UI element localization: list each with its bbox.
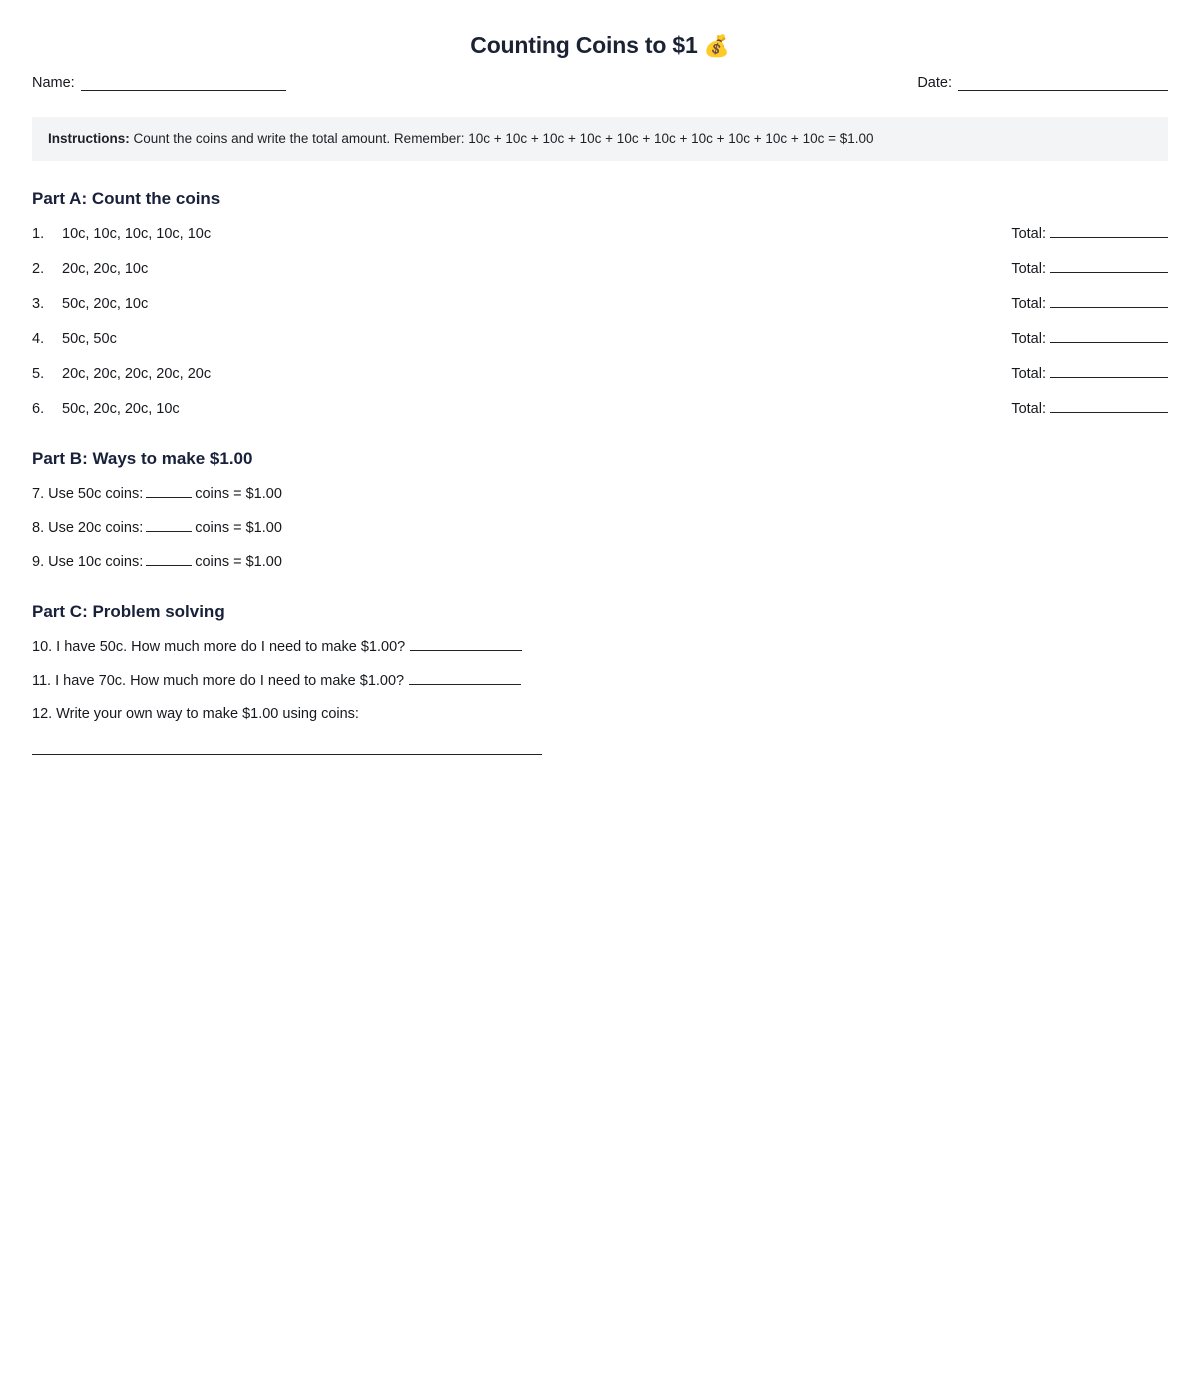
question-row <box>32 365 1168 382</box>
total-answer[interactable] <box>1011 295 1168 312</box>
part-c-text: 10. I have 50c. How much more do I need to make $1.00? <box>32 638 406 655</box>
date-label: Date: <box>917 75 952 91</box>
name-input-line[interactable] <box>81 77 286 91</box>
question-number: 5. <box>32 365 45 382</box>
instructions-label: Instructions: <box>48 131 130 146</box>
total-label: Total: <box>1011 330 1046 347</box>
part-a-heading: Part A: Count the coins <box>32 188 221 208</box>
question-number: 4. <box>32 330 45 347</box>
part-c-text: 11. I have 70c. How much more do I need to make $1.00? <box>32 672 405 689</box>
question-text: 50c, 20c, 20c, 10c <box>62 400 180 417</box>
question-number: 2. <box>32 260 45 277</box>
total-answer-line[interactable] <box>1050 225 1168 238</box>
total-answer-line[interactable] <box>1050 365 1168 378</box>
part-c-text: 12. Write your own way to make $1.00 using coins: <box>32 705 359 722</box>
date-field[interactable] <box>917 75 1168 91</box>
part-b-suffix: coins = $1.00 <box>195 519 282 536</box>
question-text: 20c, 20c, 20c, 20c, 20c <box>62 365 212 382</box>
part-b-heading: Part B: Ways to make $1.00 <box>32 448 253 468</box>
question-row <box>32 295 1168 312</box>
question-row <box>32 330 1168 347</box>
free-response-line[interactable] <box>32 736 542 755</box>
page-title <box>32 32 1168 59</box>
total-answer[interactable] <box>1011 225 1168 242</box>
part-c-answer-line[interactable] <box>410 638 522 651</box>
page-title-text: Counting Coins to $1 <box>470 32 698 58</box>
part-c-row <box>32 706 1168 722</box>
total-answer-line[interactable] <box>1050 260 1168 273</box>
part-c-answer-line[interactable] <box>409 672 521 685</box>
part-c-row <box>32 638 1168 655</box>
instructions-text: Count the coins and write the total amount. Remember: 10c + 10c + 10c + 10c + 10c + 10c + 10c + 10c + 10c + 10c = $1.00 <box>133 131 874 146</box>
part-b-prefix: 8. Use 20c coins: <box>32 519 144 536</box>
total-answer-line[interactable] <box>1050 330 1168 343</box>
part-b-suffix: coins = $1.00 <box>195 553 282 570</box>
part-b-section <box>32 449 1168 570</box>
total-answer[interactable] <box>1011 365 1168 382</box>
instructions-box <box>32 117 1168 161</box>
question-number: 3. <box>32 295 45 312</box>
total-answer[interactable] <box>1011 330 1168 347</box>
date-input-line[interactable] <box>958 77 1168 91</box>
total-answer-line[interactable] <box>1050 295 1168 308</box>
total-label: Total: <box>1011 400 1046 417</box>
question-text: 50c, 20c, 10c <box>62 295 149 312</box>
question-row <box>32 225 1168 242</box>
total-answer-line[interactable] <box>1050 400 1168 413</box>
part-b-row <box>32 553 1168 570</box>
part-b-answer-line[interactable] <box>146 485 192 498</box>
part-b-suffix: coins = $1.00 <box>195 485 282 502</box>
question-text: 20c, 20c, 10c <box>62 260 149 277</box>
total-label: Total: <box>1011 295 1046 312</box>
total-label: Total: <box>1011 365 1046 382</box>
name-field[interactable] <box>32 75 286 91</box>
question-row <box>32 400 1168 417</box>
question-row <box>32 260 1168 277</box>
money-bag-icon: 💰 <box>703 35 730 58</box>
part-b-row <box>32 519 1168 536</box>
total-answer[interactable] <box>1011 260 1168 277</box>
name-label: Name: <box>32 75 75 91</box>
question-number: 1. <box>32 225 45 242</box>
part-b-prefix: 9. Use 10c coins: <box>32 553 144 570</box>
total-answer[interactable] <box>1011 400 1168 417</box>
question-text: 10c, 10c, 10c, 10c, 10c <box>62 225 212 242</box>
name-date-row <box>32 75 1168 91</box>
part-b-prefix: 7. Use 50c coins: <box>32 485 144 502</box>
part-c-row <box>32 672 1168 689</box>
question-text: 50c, 50c <box>62 330 117 347</box>
part-b-row <box>32 485 1168 502</box>
part-b-answer-line[interactable] <box>146 553 192 566</box>
part-c-heading: Part C: Problem solving <box>32 601 225 621</box>
part-b-answer-line[interactable] <box>146 519 192 532</box>
part-c-section <box>32 602 1168 755</box>
question-number: 6. <box>32 400 45 417</box>
total-label: Total: <box>1011 225 1046 242</box>
part-a-section <box>32 189 1168 417</box>
total-label: Total: <box>1011 260 1046 277</box>
